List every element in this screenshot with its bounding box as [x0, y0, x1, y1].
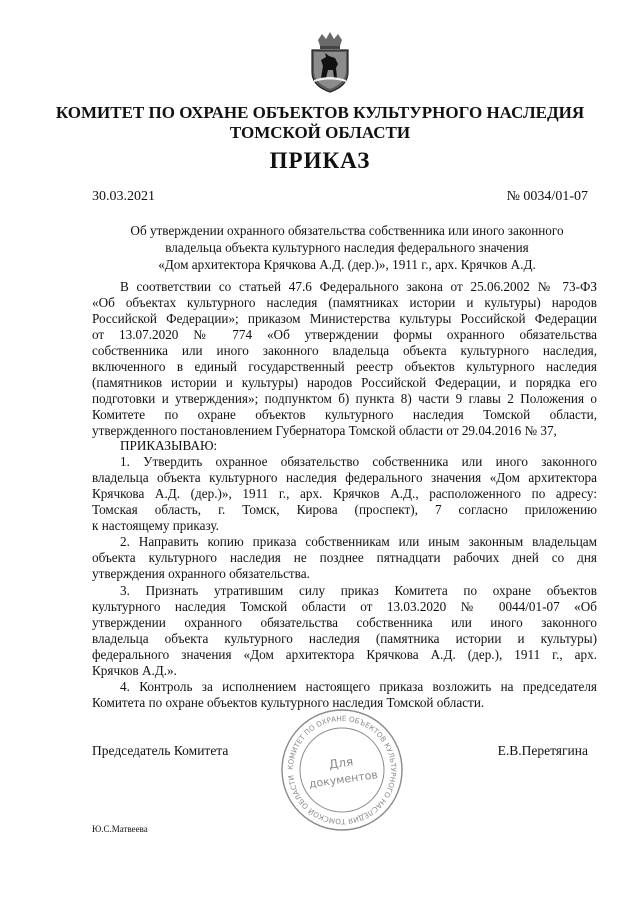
executor-name: Ю.С.Матвеева [92, 824, 148, 834]
text-line: Комитете по охране объектов культурного наследия Томской области, [92, 407, 597, 422]
text-line: утверждения охранного обязательства. [92, 566, 310, 581]
stamp-center-line-1: Для [328, 754, 355, 772]
org-name-line-2: ТОМСКОЙ ОБЛАСТИ [229, 123, 411, 142]
tomsk-coat-of-arms-icon [308, 30, 352, 94]
text-line: (памятников истории и культуры) народов Российской Федерации, и порядка его [92, 375, 597, 390]
text-line: утверждении охранного обязательства собственника или иного законного [92, 615, 597, 630]
org-name-line-1: КОМИТЕТ ПО ОХРАНЕ ОБЪЕКТОВ КУЛЬТУРНОГО НАСЛЕДИЯ [55, 103, 585, 122]
text-line: объекта культурного наследия не позднее пятнадцати рабочих дней со дня [92, 550, 597, 565]
subject-line: владельца объекта культурного наследия федерального значения [165, 240, 529, 255]
text-line: к настоящему приказу. [92, 518, 219, 533]
subject-line: Об утверждении охранного обязательства собственника или иного законного [130, 223, 564, 238]
official-stamp [277, 705, 407, 835]
text-line: утвержденного постановлением Губернатора Томской области от 29.04.2016 № 37, [92, 423, 557, 438]
order-word: ПРИКАЗЫВАЮ: [120, 438, 218, 453]
text-line: собственника или иного законного владельца объекта культурного наследия, [92, 343, 597, 358]
text-line: включенного в единый государственный реестр объектов культурного наследия [92, 359, 597, 374]
text-line: владельца объекта культурного наследия федерального значения «Дом архитектора [92, 470, 597, 485]
signatory-title: Председатель Комитета [92, 743, 229, 758]
order-item-3 [92, 583, 597, 679]
order-number: № 0034/01-07 [506, 189, 588, 204]
text-line: Крячкова А.Д. (дер.)», 1911 г., арх. Крячков А.Д., расположенного по адресу: [92, 486, 597, 501]
text-line: Крячков А.Д.». [92, 663, 177, 678]
text-line: федерального значения «Дом архитектора Крячкова А.Д. (дер.), 1911 г., арх. [92, 647, 597, 662]
text-line: 2. Направить копию приказа собственникам или иным законным владельцам [120, 534, 597, 549]
order-subject [95, 222, 599, 273]
text-line: от 13.07.2020 № 774 «Об утверждении формы охранного обязательства [92, 327, 597, 342]
text-line: культурного наследия Томской области от 13.03.2020 № 0044/01-07 «Об [92, 599, 597, 614]
subject-line: «Дом архитектора Крячкова А.Д. (дер.)», 1911 г., арх. Крячков А.Д. [158, 257, 536, 272]
signatory-name: Е.В.Перетягина [497, 743, 588, 758]
order-directive [92, 438, 597, 454]
text-line: Томская область, г. Томск, Кирова (проспект), 7 согласно приложению [92, 502, 597, 517]
text-line: владельца объекта культурного наследия (памятника истории и культуры) [92, 631, 597, 646]
text-line: 4. Контроль за исполнением настоящего приказа возложить на председателя [120, 679, 597, 694]
text-line: 1. Утвердить охранное обязательство собственника или иного законного [120, 454, 597, 469]
text-line: Российской Федерации»; приказом Министерства культуры Российской Федерации [92, 311, 597, 326]
order-item-2 [92, 534, 597, 582]
document-type: ПРИКАЗ [269, 148, 371, 173]
text-line: «Об объектах культурного наследия (памятниках истории и культуры) народов [92, 295, 597, 310]
stamp-center-line-2: документов [308, 768, 379, 791]
preamble-paragraph [92, 279, 597, 439]
order-item-1 [92, 454, 597, 534]
order-date: 30.03.2021 [92, 189, 155, 204]
stamp-ring-text: КОМИТЕТ ПО ОХРАНЕ ОБЪЕКТОВ КУЛЬТУРНОГО НАСЛЕДИЯ ТОМСКОЙ ОБЛАСТИ [285, 713, 399, 827]
text-line: В соответствии со статьей 47.6 Федерального закона от 25.06.2002 № 73-ФЗ [120, 279, 597, 294]
text-line: подготовки и утверждения»; подпунктом б) пункта 8) части 9 главы 2 Положения о [92, 391, 597, 406]
text-line: Комитета по охране объектов культурного наследия Томской области. [92, 695, 485, 710]
text-line: 3. Признать утратившим силу приказ Комитета по охране объектов [120, 583, 597, 598]
